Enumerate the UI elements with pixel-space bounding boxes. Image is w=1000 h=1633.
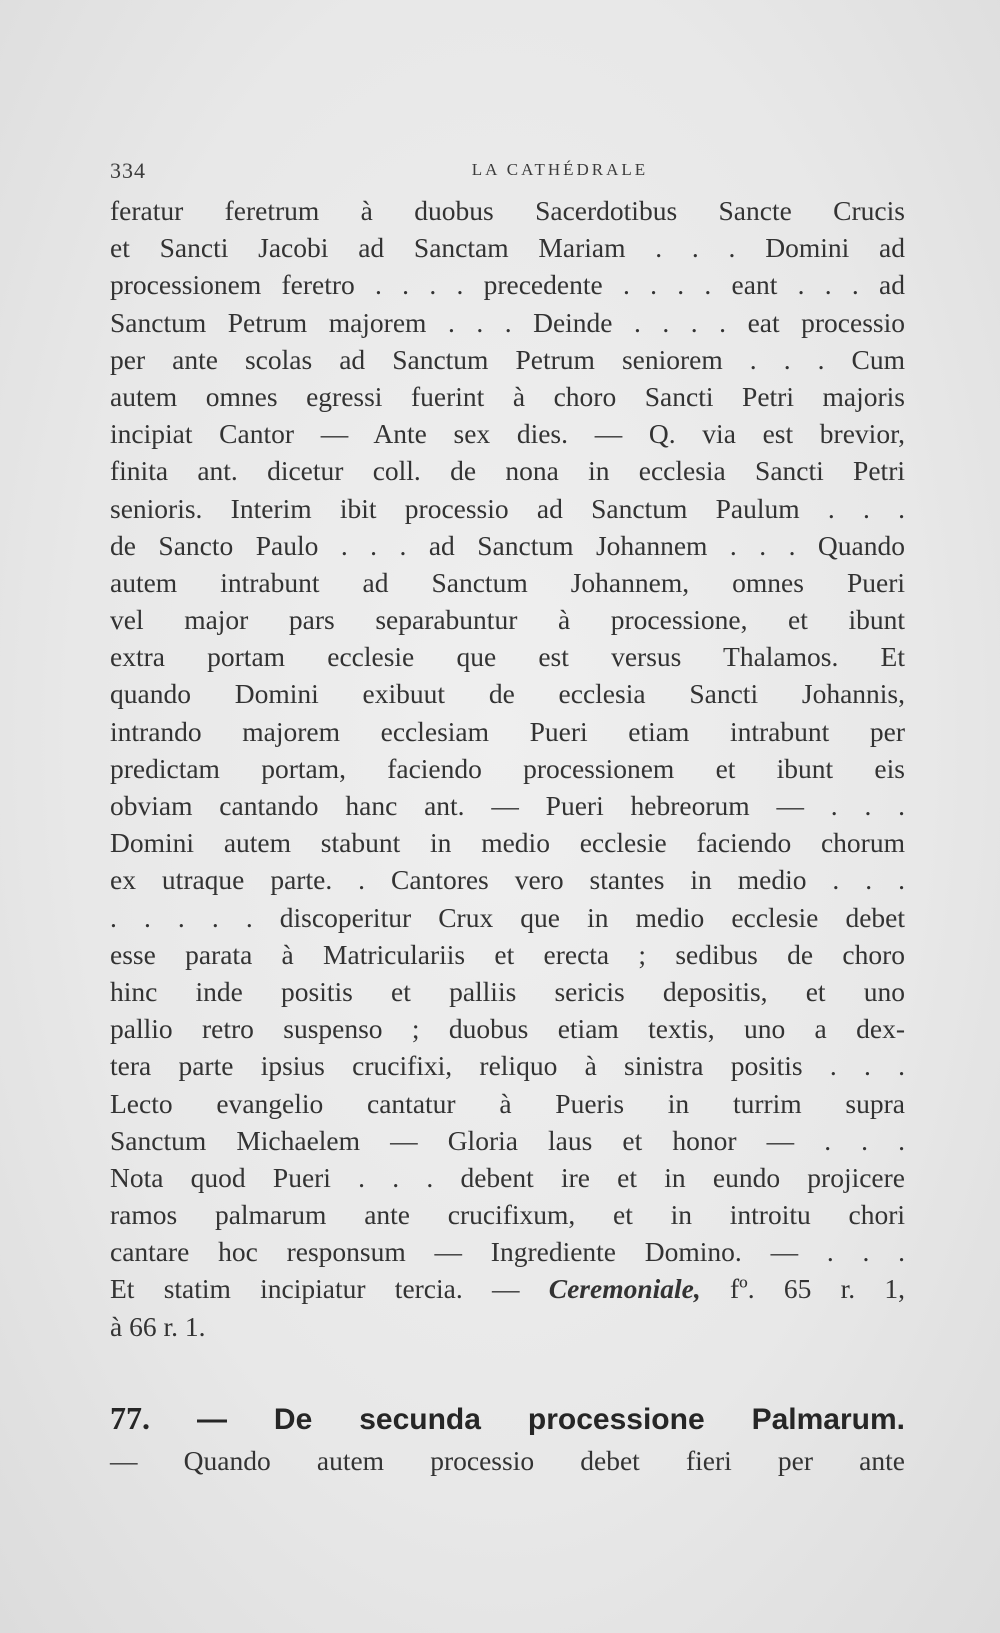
- running-head: [110, 158, 905, 188]
- text-line: et Sancti Jacobi ad Sanctam Mariam . . . Domini ad: [110, 232, 905, 264]
- closing-line-start: Et statim incipiatur tercia. —: [110, 1273, 549, 1305]
- text-line: pallio retro suspenso ; duobus etiam textis, uno a dex-: [110, 1013, 905, 1045]
- text-line: Sanctum Petrum majorem . . . Deinde . . . . eat processio: [110, 306, 905, 338]
- text-line: Nota quod Pueri . . . debent ire et in eundo projicere: [110, 1161, 905, 1193]
- text-line: autem omnes egressi fuerint à choro Sancti Petri majoris: [110, 380, 905, 412]
- text-line: esse parata à Matriculariis et erecta ; sedibus de choro: [110, 938, 905, 970]
- text-line: vel major pars separabuntur à processione, et ibunt: [110, 604, 905, 636]
- text-line: de Sancto Paulo . . . ad Sanctum Johannem . . . Quando: [110, 529, 905, 561]
- text-line: . . . . . discoperitur Crux que in medio ecclesie debet: [110, 901, 905, 933]
- text-line: predictam portam, faciendo processionem et ibunt eis: [110, 752, 905, 784]
- running-title: LA CATHÉDRALE: [471, 160, 649, 179]
- text-line: senioris. Interim ibit processio ad Sanctum Paulum . . .: [110, 492, 905, 524]
- text-line: processionem feretro . . . . precedente . . . . eant . . . ad: [110, 269, 905, 301]
- text-line: Lecto evangelio cantatur à Pueris in turrim supra: [110, 1087, 905, 1119]
- text-line: quando Domini exibuut de ecclesia Sancti Johannis,: [110, 678, 905, 710]
- closing-line-end: fº. 65 r. 1,: [700, 1273, 905, 1305]
- text-line: tera parte ipsius crucifixi, reliquo à sinistra positis . . .: [110, 1050, 905, 1082]
- section-heading-text: — De secunda processione Palmarum.: [150, 1403, 905, 1436]
- text-line: hinc inde positis et palliis sericis depositis, et uno: [110, 975, 905, 1007]
- text-line: ramos palmarum ante crucifixum, et in introitu chori: [110, 1199, 905, 1231]
- text-line: Sanctum Michaelem — Gloria laus et honor — . . .: [110, 1124, 905, 1156]
- text-line: per ante scolas ad Sanctum Petrum seniorem . . . Cum: [110, 343, 905, 375]
- final-line: à 66 r. 1.: [110, 1310, 206, 1342]
- text-line: Domini autem stabunt in medio ecclesie faciendo chorum: [110, 827, 905, 859]
- text-line: intrando majorem ecclesiam Pueri etiam intrabunt per: [110, 715, 905, 747]
- section-heading: [110, 1398, 905, 1440]
- text-line: finita ant. dicetur coll. de nona in ecclesia Sancti Petri: [110, 455, 905, 487]
- text-line: feratur feretrum à duobus Sacerdotibus Sancte Crucis: [110, 195, 905, 226]
- section-lead-line: — Quando autem processio debet fieri per ante: [110, 1445, 905, 1476]
- text-line: incipiat Cantor — Ante sex dies. — Q. via est brevior,: [110, 418, 905, 450]
- page-number: 334: [110, 158, 146, 183]
- citation-title: Ceremoniale,: [548, 1273, 701, 1305]
- text-line: ex utraque parte. . Cantores vero stantes in medio . . .: [110, 864, 905, 896]
- text-line: cantare hoc responsum — Ingrediente Domino. — . . .: [110, 1236, 905, 1268]
- body-text: [110, 192, 905, 1345]
- text-line: extra portam ecclesie que est versus Thalamos. Et: [110, 641, 905, 673]
- text-line: autem intrabunt ad Sanctum Johannem, omnes Pueri: [110, 566, 905, 598]
- closing-line: [110, 1270, 905, 1307]
- section-number: 77.: [110, 1400, 150, 1436]
- text-line: obviam cantando hanc ant. — Pueri hebreorum — . . .: [110, 790, 905, 821]
